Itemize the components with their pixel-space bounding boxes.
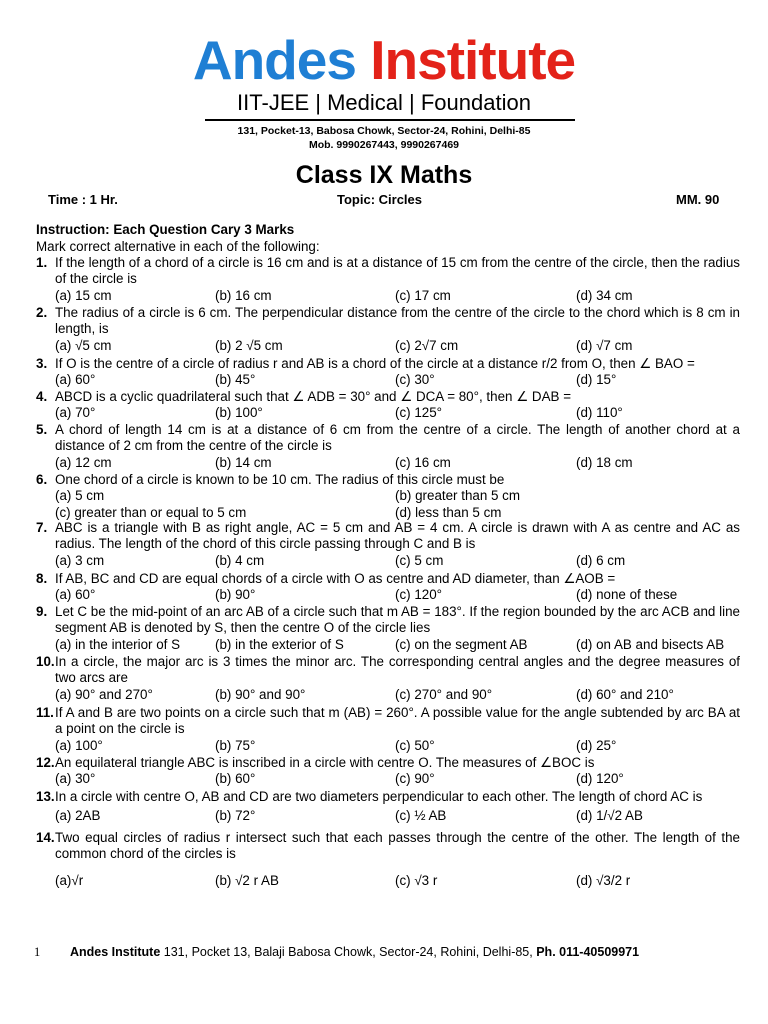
answer-option: (b) 100° (215, 405, 263, 421)
answer-option: (c) 120° (395, 587, 443, 603)
instruction: Instruction: Each Question Cary 3 Marks (36, 222, 295, 237)
answer-option: (a) 3 cm (55, 552, 105, 568)
answer-option: (b) 2 √5 cm (215, 337, 283, 353)
question-number: 14. (36, 830, 55, 845)
question-number: 7. (36, 520, 48, 535)
question-number: 12. (36, 755, 55, 770)
answer-option: (b) 60° (215, 771, 256, 787)
answer-option: (b) 90° (215, 587, 256, 603)
question-text: ABCD is a cyclic quadrilateral such that ∠ ADB = 30° and ∠ DCA = 80°, then ∠ DAB = (55, 389, 572, 404)
question-text: The radius of a circle is 6 cm. The perpendicular distance from the centre of the circle to the chord which is 8 cm in length, is (55, 305, 740, 337)
answer-option: (b) 4 cm (215, 552, 265, 568)
question-number: 2. (36, 305, 48, 320)
institute-address: 131, Pocket-13, Babosa Chowk, Sector-24, Rohini, Delhi-85 (237, 125, 531, 137)
sub-instruction: Mark correct alternative in each of the following: (36, 239, 320, 254)
answer-option: (a) in the interior of S (55, 636, 181, 652)
question-text: In a circle, the major arc is 3 times the minor arc. The corresponding central angles and the degree measures of two arcs are (55, 654, 740, 686)
answer-option: (a) 12 cm (55, 454, 112, 470)
answer-option: (c) 17 cm (395, 287, 451, 303)
footer-page-number: 1 (34, 945, 41, 959)
answer-option: (c) √3 r (395, 872, 438, 888)
answer-option: (b) 90° and 90° (215, 686, 306, 702)
answer-option: (a) 70° (55, 405, 96, 421)
question-text: If O is the centre of a circle of radius r and AB is a chord of the circle at a distance r/2 from O, then ∠ BAO = (55, 356, 695, 371)
question-number: 13. (36, 789, 55, 804)
question-text: If the length of a chord of a circle is 16 cm and is at a distance of 15 cm from the centre of the circle, then the radius of the circle is (55, 255, 740, 287)
footer-phone: Ph. 011-40509971 (536, 945, 640, 959)
question-number: 1. (36, 255, 48, 270)
question-text: In a circle with centre O, AB and CD are two diameters perpendicular to each other. The length of chord AC is (55, 789, 703, 804)
answer-option: (b) √2 r AB (215, 872, 279, 888)
institute-mobile: Mob. 9990267443, 9990267469 (308, 139, 460, 151)
answer-option: (d) 60° and 210° (576, 686, 674, 702)
footer-address: 131, Pocket 13, Balaji Babosa Chowk, Sector-24, Rohini, Delhi-85, (163, 945, 533, 959)
answer-option: (d) none of these (576, 587, 678, 603)
question-text: If AB, BC and CD are equal chords of a circle with O as centre and AD diameter, than ∠AOB = (55, 571, 616, 586)
answer-option: (c) 2√7 cm (395, 337, 459, 353)
institute-name-part2: Institute (370, 29, 576, 91)
answer-option: (d) 110° (576, 405, 623, 421)
question-number: 11. (36, 705, 54, 720)
paper-title: Class IX Maths (295, 161, 473, 189)
answer-option: (c) 90° (395, 771, 435, 787)
answer-option: (d) less than 5 cm (395, 504, 502, 520)
question-text: If A and B are two points on a circle such that m (AB) = 260°. A possible value for the angle subtended by arc BA at a point on the circle is (55, 705, 740, 737)
question-number: 3. (36, 356, 48, 371)
answer-option: (c) 16 cm (395, 454, 451, 470)
question-number: 6. (36, 472, 48, 487)
answer-option: (b) 14 cm (215, 454, 272, 470)
question-text: An equilateral triangle ABC is inscribed in a circle with centre O. The measures of ∠BOC is (55, 755, 595, 770)
answer-option: (a)√r (55, 872, 84, 888)
answer-option: (c) on the segment AB (395, 636, 528, 652)
answer-option: (d) √7 cm (576, 337, 633, 353)
answer-option: (c) 30° (395, 372, 435, 388)
answer-option: (a) 30° (55, 771, 96, 787)
answer-option: (d) 15° (576, 372, 617, 388)
institute-name-part1: Andes (192, 29, 356, 91)
question-number: 4. (36, 389, 48, 404)
answer-option: (b) 16 cm (215, 287, 272, 303)
footer-name: Andes Institute (70, 945, 161, 959)
question-number: 10. (36, 654, 55, 669)
question-text: A chord of length 14 cm is at a distance of 6 cm from the centre of a circle. The length of another chord at a distance of 2 cm from the centre of the circle is (55, 422, 740, 454)
answer-option: (d) on AB and bisects AB (576, 636, 725, 652)
answer-option: (b) 72° (215, 808, 256, 824)
answer-option: (d) 1/√2 AB (576, 808, 643, 824)
answer-option: (a) 2AB (55, 808, 101, 824)
question-number: 8. (36, 571, 48, 586)
answer-option: (a) 15 cm (55, 287, 112, 303)
answer-option: (b) 45° (215, 372, 256, 388)
paper-marks: MM. 90 (676, 192, 720, 207)
answer-option: (a) 60° (55, 372, 96, 388)
answer-option: (a) 60° (55, 587, 96, 603)
answer-option: (b) in the exterior of S (215, 636, 344, 652)
header-divider (205, 119, 575, 121)
answer-option: (d) 120° (576, 771, 624, 787)
answer-option: (c) 5 cm (395, 552, 444, 568)
answer-option: (b) 75° (215, 737, 256, 753)
footer (70, 944, 639, 960)
question-text: One chord of a circle is known to be 10 cm. The radius of this circle must be (55, 472, 505, 487)
answer-option: (d) 25° (576, 737, 617, 753)
answer-option: (d) 18 cm (576, 454, 633, 470)
answer-option: (a) 90° and 270° (55, 686, 153, 702)
institute-logo (0, 30, 768, 90)
answer-option: (c) 125° (395, 405, 443, 421)
institute-tagline: IIT-JEE | Medical | Foundation (237, 90, 531, 115)
answer-option: (a) 5 cm (55, 488, 105, 504)
answer-option: (d) 6 cm (576, 552, 626, 568)
answer-option: (d) √3/2 r (576, 872, 631, 888)
answer-option: (c) 50° (395, 737, 435, 753)
answer-option: (c) 270° and 90° (395, 686, 493, 702)
question-text: Let C be the mid-point of an arc AB of a circle such that m AB = 183°. If the region bounded by the arc ACB and line segment AB is denoted by S, then the centre O of the circle lies (55, 604, 740, 636)
question-text: Two equal circles of radius r intersect such that each passes through the centre of the other. The length of the common chord of the circles is (55, 830, 740, 862)
answer-option: (a) √5 cm (55, 337, 112, 353)
question-number: 5. (36, 422, 48, 437)
answer-option: (c) greater than or equal to 5 cm (55, 504, 247, 520)
question-text: ABC is a triangle with B as right angle, AC = 5 cm and AB = 4 cm. A circle is drawn with A as centre and AC as radius. The length of the chord of this circle passing through C and B is (55, 520, 740, 552)
answer-option: (b) greater than 5 cm (395, 488, 521, 504)
answer-option: (a) 100° (55, 737, 103, 753)
answer-option: (c) ½ AB (395, 808, 447, 824)
paper-time: Time : 1 Hr. (48, 192, 118, 207)
question-number: 9. (36, 604, 48, 619)
paper-topic: Topic: Circles (337, 192, 423, 207)
answer-option: (d) 34 cm (576, 287, 633, 303)
